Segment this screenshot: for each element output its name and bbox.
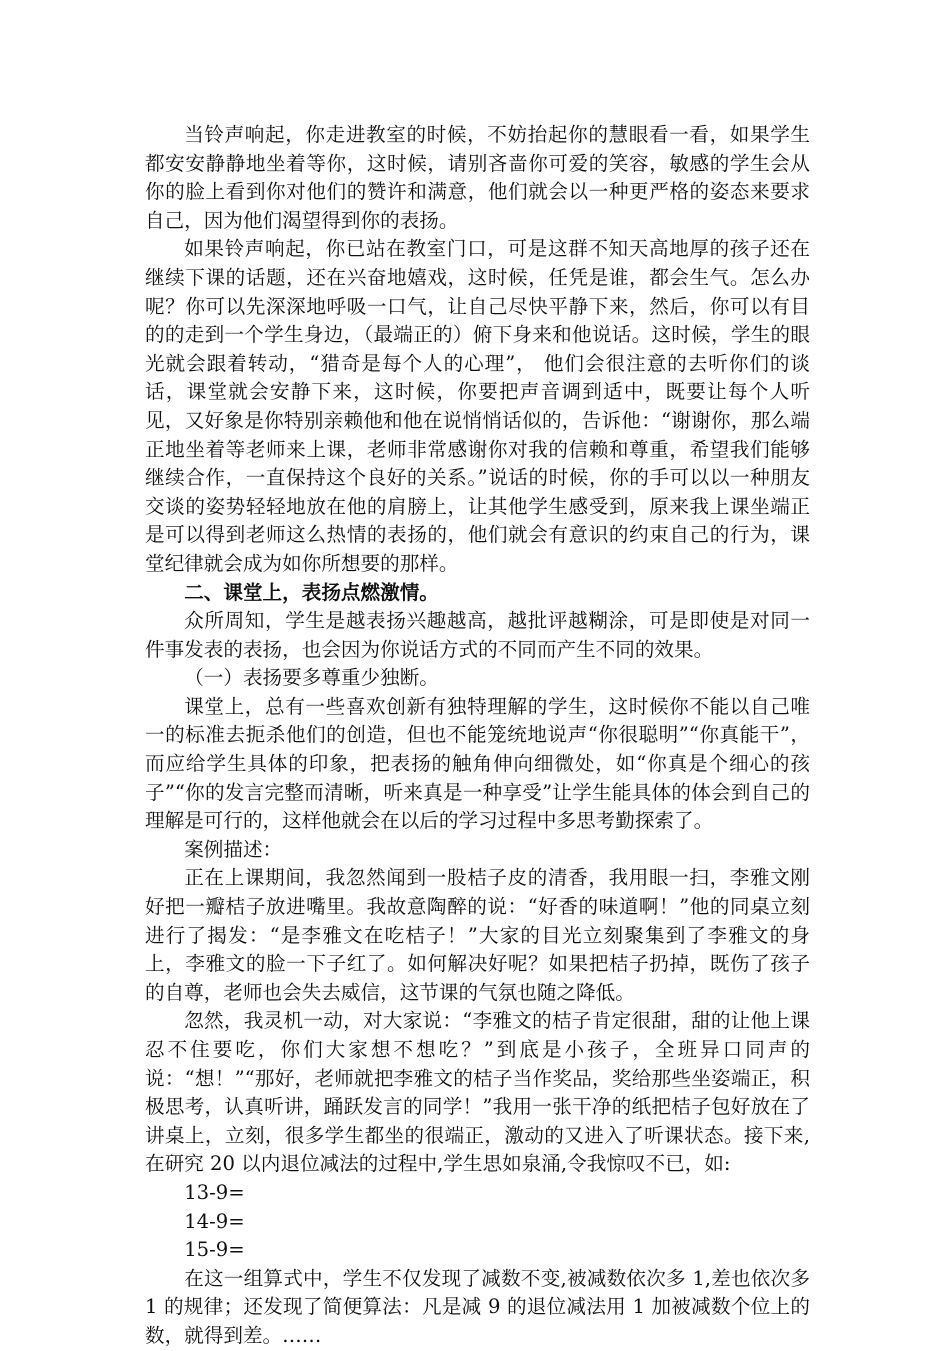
document-page [145, 121, 810, 1351]
paragraph-5: 正在上课期间，我忽然闻到一股桔子皮的清香，我用眼一扫，李雅文刚好把一瓣桔子放进嘴里。我故意陶醉的说：“好香的味道啊！”他的同桌立刻进行了揭发：“是李雅文在吃桔子！”大家的目光立刻聚集到了李雅文的身上，李雅文的脸一下子红了。如何解决好呢？如果把桔子扔掉，既伤了孩子的自尊，老师也会失去威信，这节课的气氛也随之降低。 [145, 866, 810, 1004]
equation-3: 15-9= [184, 1238, 245, 1262]
paragraph-4: 课堂上，总有一些喜欢创新有独特理解的学生，这时候你不能以自己唯一的标准去扼杀他们的创造，但也不能笼统地说声“你很聪明”“你真能干”，而应给学生具体的印象，把表扬的触角伸向细微处，如“你真是个细心的孩子”“你的发言完整而清晰，听来真是一种享受”让学生能具体的体会到自己的理解是可行的，这样他就会在以后的学习过程中多思考勤探索了。 [145, 694, 810, 833]
paragraph-3: 众所周知，学生是越表扬兴趣越高，越批评越糊涂，可是即使是对同一件事发表的表扬，也会因为你说话方式的不同而产生不同的效果。 [145, 609, 810, 661]
paragraph-1: 当铃声响起，你走进教室的时候，不妨抬起你的慧眼看一看，如果学生都安安静静地坐着等你，这时候，请别吝啬你可爱的笑容，敏感的学生会从你的脸上看到你对他们的赞许和满意，他们就会以一种更严格的姿态来要求自己，因为他们渴望得到你的表扬。 [145, 123, 810, 232]
paragraph-2: 如果铃声响起，你已站在教室门口，可是这群不知天高地厚的孩子还在继续下课的话题，还在兴奋地嬉戏，这时候，任凭是谁，都会生气。怎么办呢？你可以先深深地呼吸一口气，让自己尽快平静下来，然后，你可以有目的的走到一个学生身边，（最端正的）俯下身来和他说话。这时候，学生的眼光就会跟着转动，“猎奇是每个人的心理”， 他们会很注意的去听你们的谈话，课堂就会安静下来，这时候，你要把声音调到适中，既要让每个人听见，又好象是你特别亲赖他和他在说悄悄话似的，告诉他：“谢谢你，那么端正地坐着等老师来上课，老师非常感谢你对我的信赖和尊重，希望我们能够继续合作，一直保持这个良好的关系。”说话的时候，你的手可以以一种朋友交谈的姿势轻轻地放在他的肩膀上，让其他学生感受到，原来我上课坐端正是可以得到老师这么热情的表扬的，他们就会有意识的约束自己的行为，课堂纪律就会成为如你所想要的那样。 [145, 237, 810, 575]
subsection-heading: （一）表扬要多尊重少独断。 [184, 666, 439, 690]
paragraph-7: 在这一组算式中，学生不仅发现了减数不变,被减数依次多 1,差也依次多 1 的规律；还发现了简便算法：凡是减 9 的退位减法用 1 加被减数个位上的数，就得到差。…… [145, 1266, 810, 1347]
equation-1: 13-9= [184, 1180, 245, 1204]
equation-2: 14-9= [184, 1209, 245, 1233]
case-label: 案例描述： [184, 837, 283, 861]
paragraph-6: 忽然，我灵机一动，对大家说：“李雅文的桔子肯定很甜，甜的让他上课忍不住要吃，你们大家想不想吃？”到底是小孩子，全班异口同声的说：“想！”“那好，老师就把李雅文的桔子当作奖品，奖给那些坐姿端正，积极思考，认真听讲，踊跃发言的同学！”我用一张干净的纸把桔子包好放在了讲桌上，立刻，很多学生都坐的很端正，激动的又进入了听课状态。接下来,在研究 20 以内退位减法的过程中,学生思如泉涌,令我惊叹不已，如: [145, 1009, 810, 1176]
section-heading: 二、课堂上，表扬点燃激情。 [184, 580, 439, 604]
